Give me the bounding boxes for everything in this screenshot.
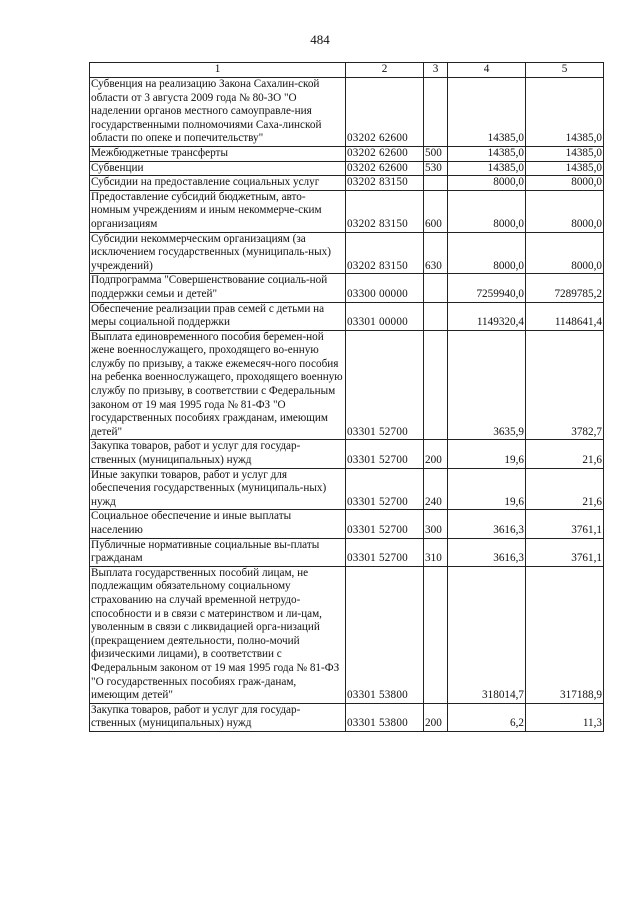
expense-type-cell: 300: [424, 510, 448, 538]
expense-type-cell: [424, 78, 448, 147]
expense-type-cell: [424, 330, 448, 440]
table-row: [90, 302, 604, 330]
expense-type-cell: [424, 274, 448, 302]
item-name-cell: Выплата единовременного пособия беремен-ной жене военнослужащего, проходящего во-енную службу по призыву, а также ежемесяч-ного пособия на ребенка военнослужащего, проходящего военную службу по призыву, в соответствии с Федеральным законом от 19 мая 1995 года № 81-ФЗ "О государственных пособиях гражданам, имеющим детей": [90, 330, 346, 440]
expense-type-cell: 600: [424, 190, 448, 232]
amount-year1-cell: 318014,7: [448, 566, 526, 703]
item-name-cell: Субсидии некоммерческим организациям (за исключением государственных (муниципаль-ных) учреждений): [90, 232, 346, 274]
target-code-cell: 03301 52700: [346, 510, 424, 538]
amount-year1-cell: 8000,0: [448, 176, 526, 191]
amount-year2-cell: 11,3: [526, 703, 604, 731]
amount-year2-cell: 8000,0: [526, 190, 604, 232]
amount-year1-cell: 3616,3: [448, 510, 526, 538]
target-code-cell: 03202 62600: [346, 161, 424, 176]
table-row: [90, 274, 604, 302]
amount-year1-cell: 1149320,4: [448, 302, 526, 330]
target-code-cell: 03301 52700: [346, 440, 424, 468]
amount-year2-cell: 21,6: [526, 468, 604, 510]
target-code-cell: 03301 53800: [346, 566, 424, 703]
table-row: [90, 190, 604, 232]
amount-year2-cell: 3761,1: [526, 538, 604, 566]
amount-year1-cell: 6,2: [448, 703, 526, 731]
item-name-cell: Субсидии на предоставление социальных услуг: [90, 176, 346, 191]
item-name-cell: Обеспечение реализации прав семей с детьми на меры социальной поддержки: [90, 302, 346, 330]
item-name-cell: Иные закупки товаров, работ и услуг для обеспечения государственных (муниципаль-ных) нужд: [90, 468, 346, 510]
amount-year2-cell: 1148641,4: [526, 302, 604, 330]
item-name-cell: Публичные нормативные социальные вы-платы гражданам: [90, 538, 346, 566]
item-name-cell: Предоставление субсидий бюджетным, авто-номным учреждениям и иным некоммерче-ским организациям: [90, 190, 346, 232]
table-row: [90, 146, 604, 161]
item-name-cell: Закупка товаров, работ и услуг для государ-ственных (муниципальных) нужд: [90, 440, 346, 468]
target-code-cell: 03300 00000: [346, 274, 424, 302]
table-body: [90, 78, 604, 732]
page-number: 484: [310, 32, 330, 47]
table-row: [90, 232, 604, 274]
amount-year2-cell: 3761,1: [526, 510, 604, 538]
target-code-cell: 03301 52700: [346, 468, 424, 510]
table-row: [90, 468, 604, 510]
item-name-cell: Социальное обеспечение и иные выплаты населению: [90, 510, 346, 538]
item-name-cell: Закупка товаров, работ и услуг для государ-ственных (муниципальных) нужд: [90, 703, 346, 731]
header-row: [90, 63, 604, 78]
target-code-cell: 03202 62600: [346, 78, 424, 147]
expense-type-cell: 530: [424, 161, 448, 176]
header-cell: 1: [90, 63, 346, 78]
item-name-cell: Выплата государственных пособий лицам, не подлежащим обязательному социальному страхованию на случай временной нетрудо-способности и в связи с материнством и ли-цам, уволенным в связи с ликвидацией орга-низаций (прекращением деятельности, полно-мочий физическими лицами), в соответствии с Федеральным законом от 19 мая 1995 года № 81-ФЗ "О государственных пособиях граж-данам, имеющим детей": [90, 566, 346, 703]
expense-type-cell: 200: [424, 703, 448, 731]
table-row: [90, 566, 604, 703]
amount-year1-cell: 7259940,0: [448, 274, 526, 302]
target-code-cell: 03202 62600: [346, 146, 424, 161]
expense-type-cell: [424, 302, 448, 330]
amount-year1-cell: 8000,0: [448, 190, 526, 232]
amount-year2-cell: 8000,0: [526, 232, 604, 274]
amount-year1-cell: 14385,0: [448, 161, 526, 176]
table-row: [90, 538, 604, 566]
budget-table: [89, 62, 604, 732]
target-code-cell: 03301 52700: [346, 538, 424, 566]
expense-type-cell: 310: [424, 538, 448, 566]
amount-year1-cell: 3635,9: [448, 330, 526, 440]
table-row: [90, 510, 604, 538]
amount-year1-cell: 3616,3: [448, 538, 526, 566]
header-cell: 5: [526, 63, 604, 78]
amount-year2-cell: 14385,0: [526, 78, 604, 147]
amount-year1-cell: 19,6: [448, 440, 526, 468]
table-row: [90, 703, 604, 731]
target-code-cell: 03202 83150: [346, 176, 424, 191]
amount-year1-cell: 14385,0: [448, 146, 526, 161]
amount-year1-cell: 8000,0: [448, 232, 526, 274]
amount-year2-cell: 3782,7: [526, 330, 604, 440]
target-code-cell: 03301 53800: [346, 703, 424, 731]
table-row: [90, 161, 604, 176]
amount-year2-cell: 14385,0: [526, 146, 604, 161]
expense-type-cell: [424, 176, 448, 191]
item-name-cell: Подпрограмма "Совершенствование социаль-ной поддержки семьи и детей": [90, 274, 346, 302]
target-code-cell: 03202 83150: [346, 190, 424, 232]
amount-year2-cell: 21,6: [526, 440, 604, 468]
target-code-cell: 03301 52700: [346, 330, 424, 440]
item-name-cell: Субвенции: [90, 161, 346, 176]
item-name-cell: Межбюджетные трансферты: [90, 146, 346, 161]
item-name-cell: Субвенция на реализацию Закона Сахалин-ской области от 3 августа 2009 года № 80-ЗО "О наделении органов местного самоуправле-ния государственными полномочиями Саха-линской области по опеке и попечительству": [90, 78, 346, 147]
expense-type-cell: 240: [424, 468, 448, 510]
table-row: [90, 440, 604, 468]
expense-type-cell: 630: [424, 232, 448, 274]
header-cell: 3: [424, 63, 448, 78]
target-code-cell: 03202 83150: [346, 232, 424, 274]
table-row: [90, 330, 604, 440]
target-code-cell: 03301 00000: [346, 302, 424, 330]
header-cell: 2: [346, 63, 424, 78]
expense-type-cell: [424, 566, 448, 703]
table-row: [90, 78, 604, 147]
amount-year1-cell: 19,6: [448, 468, 526, 510]
table-row: [90, 176, 604, 191]
expense-type-cell: 200: [424, 440, 448, 468]
amount-year2-cell: 8000,0: [526, 176, 604, 191]
header-cell: 4: [448, 63, 526, 78]
expense-type-cell: 500: [424, 146, 448, 161]
amount-year2-cell: 317188,9: [526, 566, 604, 703]
amount-year1-cell: 14385,0: [448, 78, 526, 147]
amount-year2-cell: 7289785,2: [526, 274, 604, 302]
amount-year2-cell: 14385,0: [526, 161, 604, 176]
